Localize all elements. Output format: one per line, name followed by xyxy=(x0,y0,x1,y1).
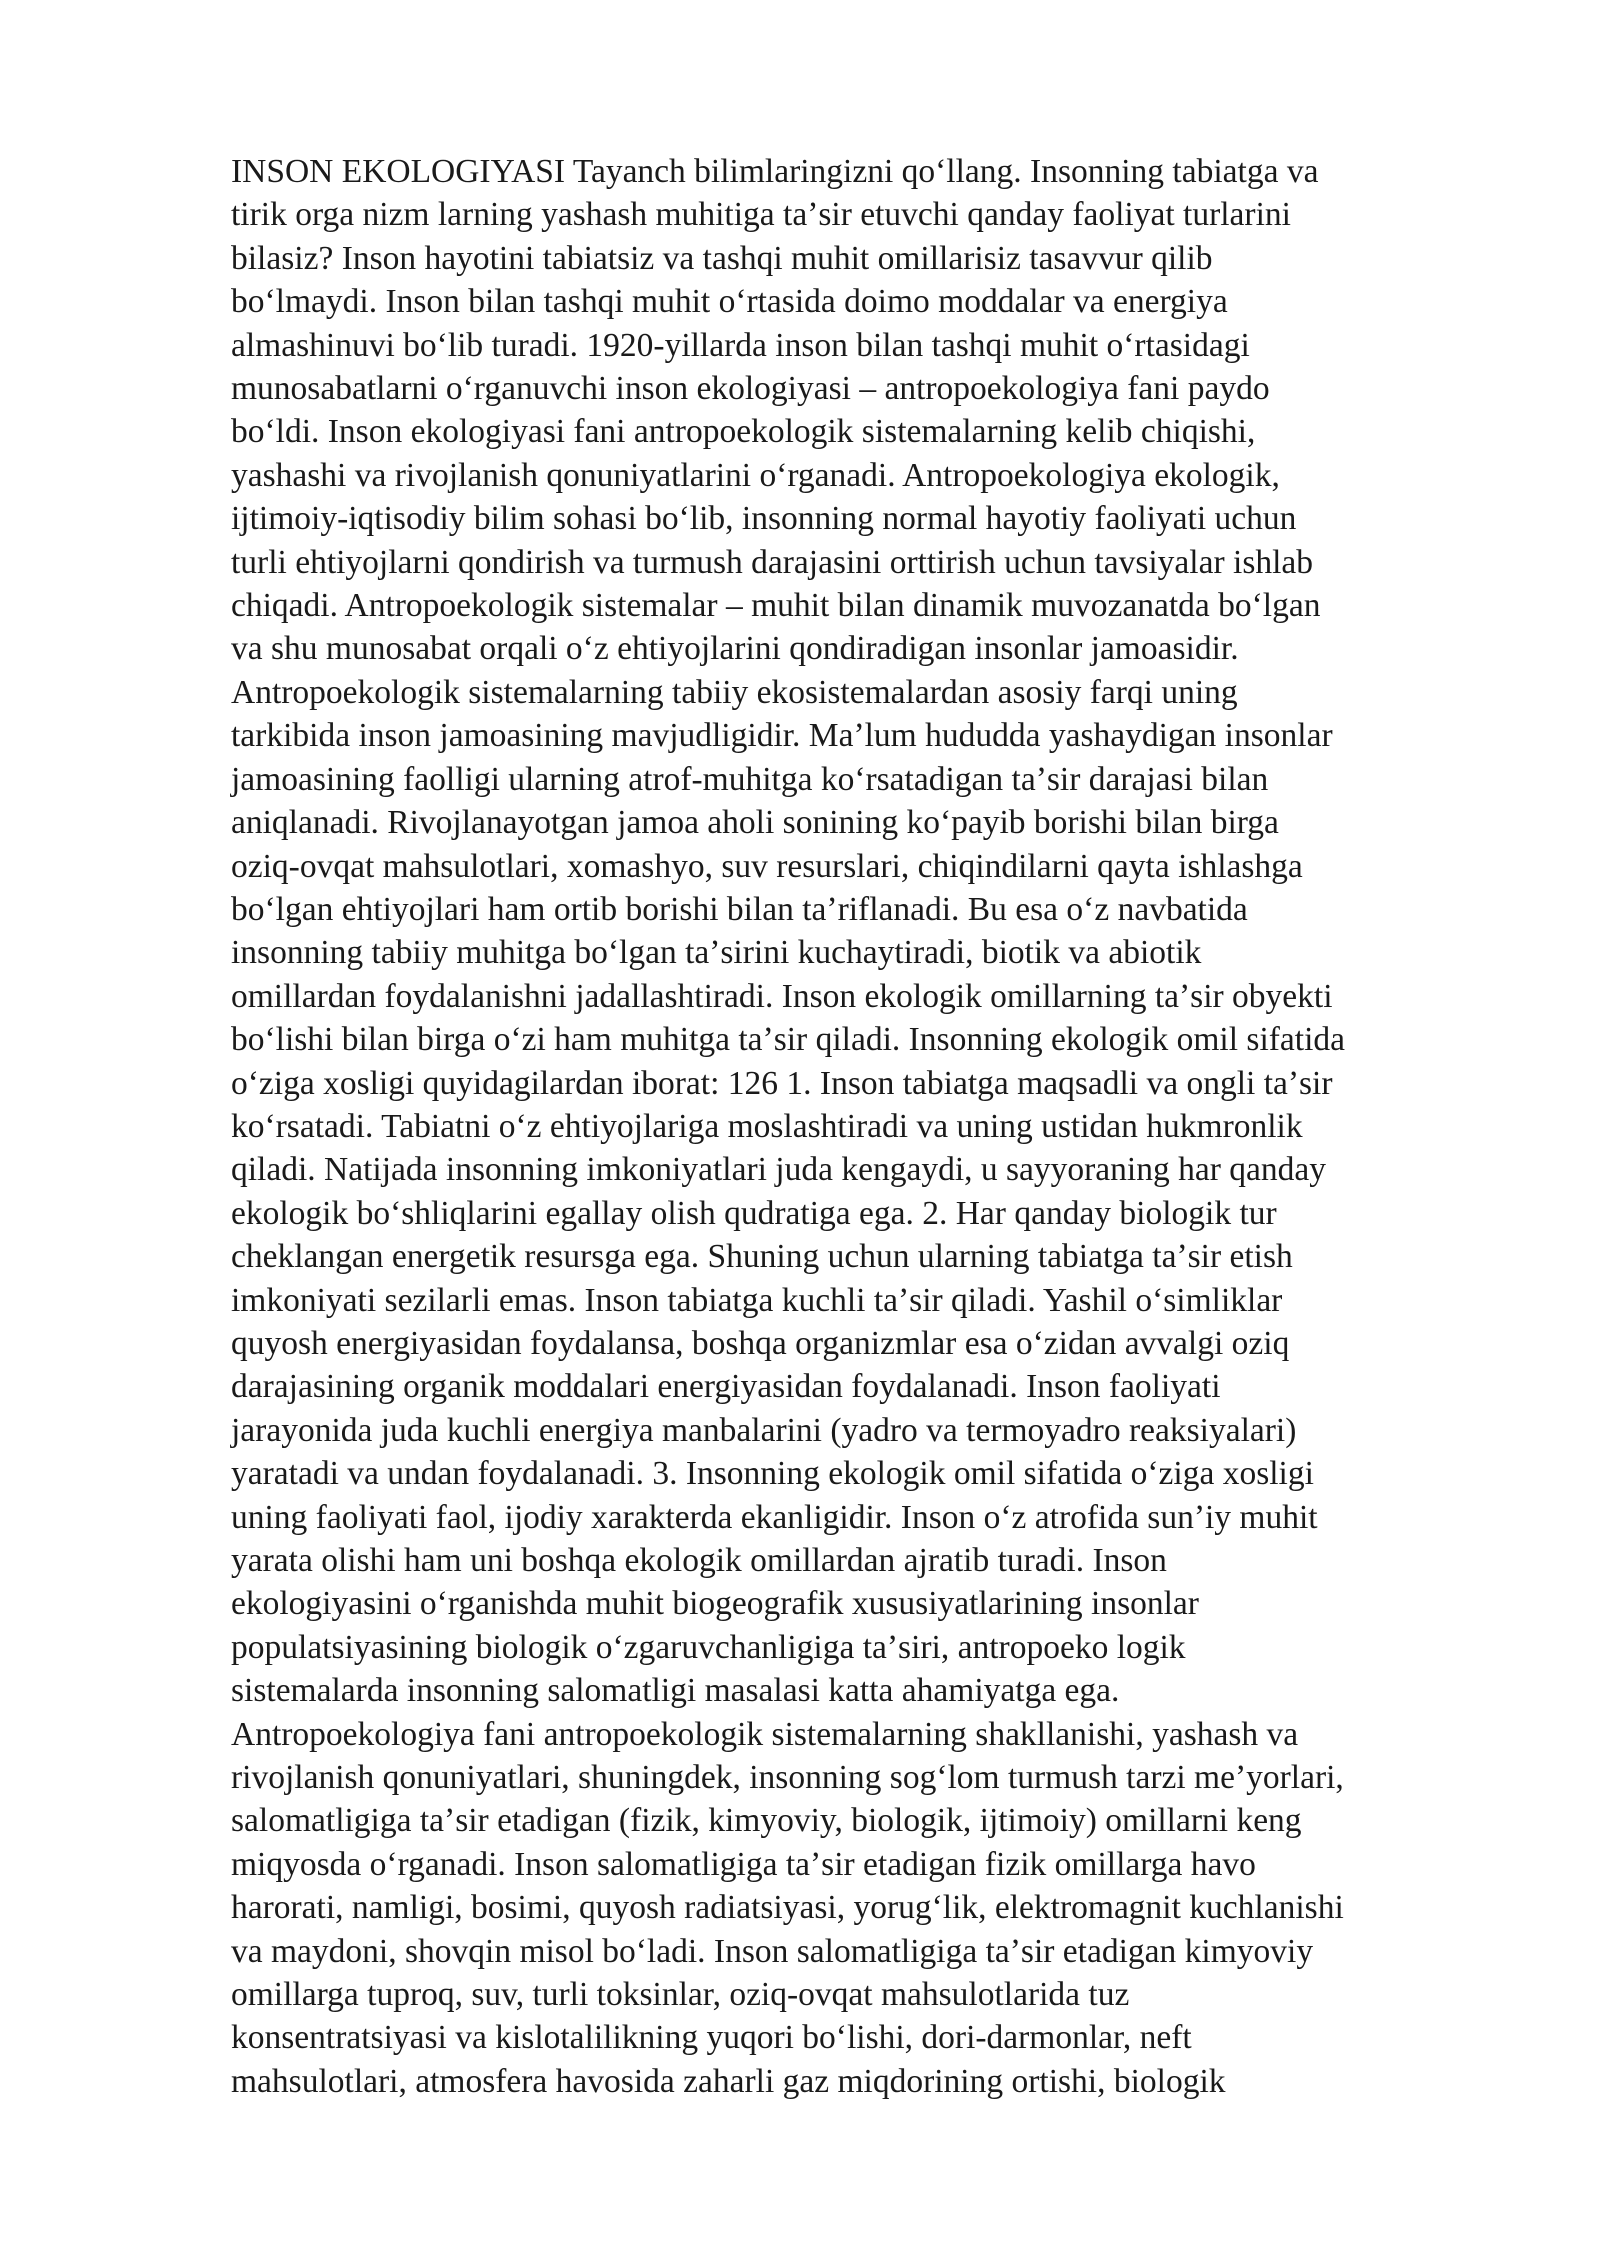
text-line: populatsiyasining biologik oʻzgaruvchanligiga taʼsiri, antropoeko logik xyxy=(231,1628,1186,1666)
text-line: va shu munosabat orqali oʻz ehtiyojlarini qondiradigan insonlar jamoasidir. xyxy=(231,630,1239,668)
text-line: omillarga tuproq, suv, turli toksinlar, oziq-ovqat mahsulotlarida tuz xyxy=(231,1976,1130,2014)
text-line: ijtimoiy-iqtisodiy bilim sohasi boʻlib, insonning normal hayotiy faoliyati uchun xyxy=(231,500,1297,538)
text-line: boʻlmaydi. Inson bilan tashqi muhit oʻrtasida doimo moddalar va energiya xyxy=(231,283,1228,321)
text-line: darajasining organik moddalari energiyasidan foydalanadi. Inson faoliyati xyxy=(231,1368,1221,1406)
text-line: boʻlgan ehtiyojlari ham ortib borishi bilan taʼriflanadi. Bu esa oʻz navbatida xyxy=(231,890,1248,928)
text-line: quyosh energiyasidan foydalansa, boshqa organizmlar esa oʻzidan avvalgi oziq xyxy=(231,1324,1290,1362)
text-line: ekologik boʻshliqlarini egallay olish qudratiga ega. 2. Har qanday biologik tur xyxy=(231,1194,1277,1232)
text-line: jarayonida juda kuchli energiya manbalarini (yadro va termoyadro reaksiyalari) xyxy=(231,1411,1297,1449)
text-line: insonning tabiiy muhitga boʻlgan taʼsirini kuchaytiradi, biotik va abiotik xyxy=(231,934,1202,972)
text-line: va maydoni, shovqin misol boʻladi. Inson salomatligiga taʼsir etadigan kimyoviy xyxy=(231,1932,1314,1970)
text-line: oziq-ovqat mahsulotlari, xomashyo, suv resurslari, chiqindilarni qayta ishlashga xyxy=(231,847,1303,885)
text-line: salomatligiga taʼsir etadigan (fizik, kimyoviy, biologik, ijtimoiy) omillarni keng xyxy=(231,1802,1302,1840)
text-line: uning faoliyati faol, ijodiy xarakterda ekanligidir. Inson oʻz atrofida sunʼiy muhit xyxy=(231,1498,1318,1536)
text-line: yashashi va rivojlanish qonuniyatlarini oʻrganadi. Antropoekologiya ekologik, xyxy=(231,456,1280,494)
text-line: boʻlishi bilan birga oʻzi ham muhitga taʼsir qiladi. Insonning ekologik omil sifatida xyxy=(231,1021,1346,1059)
text-line: rivojlanish qonuniyatlari, shuningdek, insonning sogʻlom turmush tarzi meʼyorlari, xyxy=(231,1759,1344,1797)
text-line: almashinuvi boʻlib turadi. 1920-yillarda inson bilan tashqi muhit oʻrtasidagi xyxy=(231,326,1250,364)
text-line: aniqlanadi. Rivojlanayotgan jamoa aholi sonining koʻpayib borishi bilan birga xyxy=(231,804,1279,842)
text-line: bilasiz? Inson hayotini tabiatsiz va tashqi muhit omillarisiz tasavvur qilib xyxy=(231,239,1213,277)
text-line: yarata olishi ham uni boshqa ekologik omillardan ajratib turadi. Inson xyxy=(231,1542,1167,1579)
text-line: jamoasining faolligi ularning atrof-muhitga koʻrsatadigan taʼsir darajasi bilan xyxy=(231,760,1269,798)
text-line: miqyosda oʻrganadi. Inson salomatligiga taʼsir etadigan fizik omillarga havo xyxy=(231,1845,1256,1883)
text-line: konsentratsiyasi va kislotalilikning yuqori boʻlishi, dori-darmonlar, neft xyxy=(231,2019,1192,2057)
text-line: ekologiyasini oʻrganishda muhit biogeografik xususiyatlarining insonlar xyxy=(231,1585,1199,1623)
text-line: sistemalarda insonning salomatligi masalasi katta ahamiyatga ega. xyxy=(231,1672,1120,1710)
text-line: oʻziga xosligi quyidagilardan iborat: 126 1. Inson tabiatga maqsadli va ongli taʼsir xyxy=(231,1064,1333,1102)
text-line: INSON EKOLOGIYASI Tayanch bilimlaringizni qoʻllang. Insonning tabiatga va xyxy=(231,153,1319,190)
text-line: tirik orga nizm larning yashash muhitiga taʼsir etuvchi qanday faoliyat turlarini xyxy=(231,196,1291,234)
text-line: qiladi. Natijada insonning imkoniyatlari juda kengaydi, u sayyoraning har qanday xyxy=(231,1151,1326,1189)
text-line: mahsulotlari, atmosfera havosida zaharli gaz miqdorining ortishi, biologik xyxy=(231,2062,1226,2100)
text-line: chiqadi. Antropoekologik sistemalar – muhit bilan dinamik muvozanatda boʻlgan xyxy=(231,587,1321,625)
body-text xyxy=(231,150,1491,2103)
text-line: cheklangan energetik resursga ega. Shuning uchun ularning tabiatga taʼsir etish xyxy=(231,1238,1293,1276)
text-line: Antropoekologik sistemalarning tabiiy ekosistemalardan asosiy farqi uning xyxy=(231,673,1238,711)
text-line: harorati, namligi, bosimi, quyosh radiatsiyasi, yorugʻlik, elektromagnit kuchlanishi xyxy=(231,1889,1344,1927)
text-line: boʻldi. Inson ekologiyasi fani antropoekologik sistemalarning kelib chiqishi, xyxy=(231,413,1256,451)
text-line: imkoniyati sezilarli emas. Inson tabiatga kuchli taʼsir qiladi. Yashil oʻsimliklar xyxy=(231,1281,1283,1319)
text-line: yaratadi va undan foydalanadi. 3. Insonning ekologik omil sifatida oʻziga xosligi xyxy=(231,1455,1314,1493)
text-line: turli ehtiyojlarni qondirish va turmush darajasini orttirish uchun tavsiyalar ishlab xyxy=(231,543,1314,581)
text-line: Antropoekologiya fani antropoekologik sistemalarning shakllanishi, yashash va xyxy=(231,1715,1299,1753)
text-line: koʻrsatadi. Tabiatni oʻz ehtiyojlariga moslashtiradi va uning ustidan hukmronlik xyxy=(231,1107,1303,1145)
text-line: munosabatlarni oʻrganuvchi inson ekologiyasi – antropoekologiya fani paydo xyxy=(231,370,1270,408)
text-line: omillardan foydalanishni jadallashtiradi. Inson ekologik omillarning taʼsir obyekti xyxy=(231,977,1333,1015)
text-line: tarkibida inson jamoasining mavjudligidir. Maʼlum hududda yashaydigan insonlar xyxy=(231,717,1333,755)
